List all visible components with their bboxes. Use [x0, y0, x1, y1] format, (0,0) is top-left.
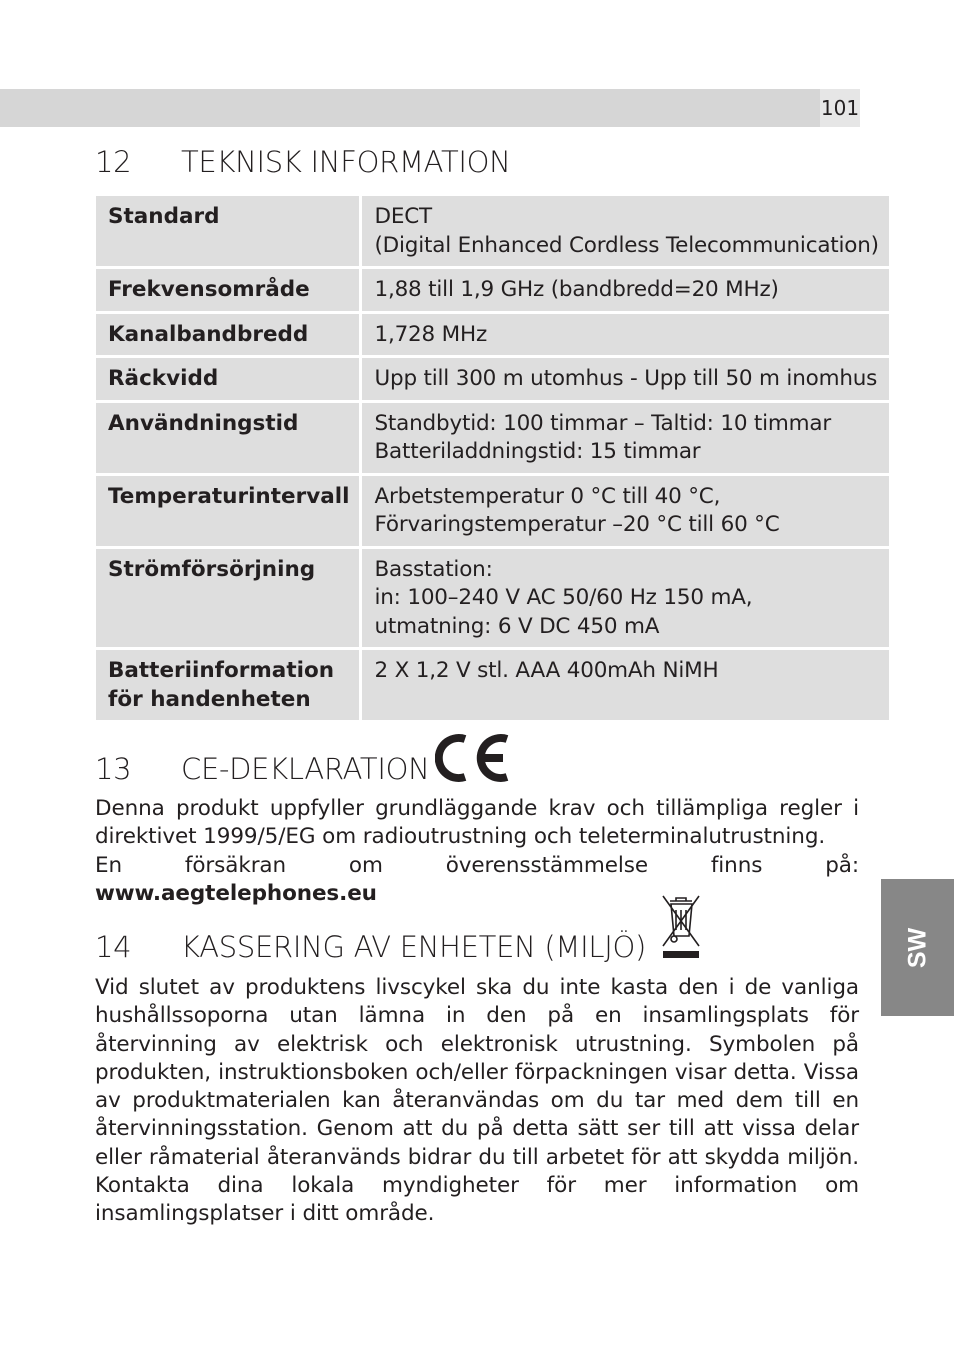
section-12-heading — [95, 145, 511, 179]
spec-label: Användningstid — [96, 403, 362, 476]
ce-declaration-text — [95, 795, 859, 908]
section-number: 14 — [95, 930, 132, 964]
disposal-text: Vid slutet av produktens livscykel ska du inte kasta den i de vanliga hushållssoporna utan lämna in den på en insamlingsplats för återvinning av elektrisk och elektronisk utrustning. Symbolen på produkten, instruktionsboken och/eller förpackningen visar detta. Vissa av produktmaterialen kan återanvändas om du tar med dem till en återvinningsstation. Genom att du på detta sätt ser till att vissa delar eller råmaterial återanvänds bidrar du till arbetet för att skydda miljön. Kontakta dina lokala myndigheter för mer information om insamlingsplatser i ditt område. — [95, 975, 859, 1227]
section-title: TEKNISK INFORMATION — [181, 145, 511, 179]
spec-label: Standard — [96, 196, 362, 269]
spec-value-line: 1,728 MHz — [374, 321, 488, 347]
spec-value — [362, 650, 888, 723]
spec-value-line: in: 100–240 V AC 50/60 Hz 150 mA, — [374, 585, 753, 610]
spec-value-line: Upp till 300 m utomhus - Upp till 50 m inomhus — [374, 366, 878, 391]
website-link[interactable]: www.aegtelephones.eu — [95, 880, 377, 906]
spec-value-line: 1,88 till 1,9 GHz (bandbredd=20 MHz) — [374, 277, 779, 302]
spec-value-line: 2 X 1,2 V stl. AAA 400mAh NiMH — [374, 658, 719, 683]
table-row — [96, 358, 889, 403]
ce-paragraph-2: En försäkran om överensstämmelse finns på: — [95, 852, 859, 878]
spec-value — [362, 196, 888, 269]
section-14-heading — [95, 930, 646, 964]
spec-value-line: Standbytid: 100 timmar – Taltid: 10 timmar — [374, 410, 832, 436]
spec-label: Batteriinformation för handenheten — [96, 650, 362, 723]
spec-value — [362, 403, 888, 476]
spec-table — [96, 196, 889, 723]
section-title: KASSERING AV ENHETEN (MILJÖ) — [181, 930, 647, 964]
table-row — [96, 269, 889, 314]
spec-value-line: utmatning: 6 V DC 450 mA — [374, 613, 660, 639]
language-tab — [881, 879, 954, 1016]
spec-value — [362, 549, 888, 651]
table-row — [96, 403, 889, 476]
spec-value — [362, 358, 888, 403]
spec-label: Räckvidd — [96, 358, 362, 403]
spec-value-line: Basstation: — [374, 556, 493, 582]
crossed-out-wheelie-bin-icon — [660, 893, 702, 959]
page-number: 101 — [820, 89, 860, 127]
ce-paragraph: Denna produkt uppfyller grundläggande krav och tillämpliga regler i direktivet 1999/5/EG om radioutrustning och teleterminalutrustning. — [95, 796, 859, 850]
ce-mark-icon — [435, 731, 515, 785]
table-row — [96, 314, 889, 359]
spec-value-line: Arbetstemperatur 0 °C till 40 °C, — [374, 483, 721, 509]
spec-label: Temperaturintervall — [96, 476, 362, 549]
section-number: 13 — [95, 752, 132, 786]
spec-label: Kanalbandbredd — [96, 314, 362, 359]
spec-value — [362, 314, 888, 359]
table-row — [96, 650, 889, 723]
section-13-heading — [95, 752, 430, 786]
section-title: CE-DEKLARATION — [181, 752, 430, 786]
table-row — [96, 549, 889, 651]
table-row — [96, 476, 889, 549]
spec-value — [362, 269, 888, 314]
spec-value-line: Förvaringstemperatur –20 °C till 60 °C — [374, 512, 780, 537]
spec-value — [362, 476, 888, 549]
spec-label: Frekvensområde — [96, 269, 362, 314]
spec-value-line: DECT — [374, 204, 432, 229]
spec-value-line: (Digital Enhanced Cordless Telecommunication) — [374, 232, 879, 258]
section-number: 12 — [95, 145, 132, 179]
spec-label: Strömförsörjning — [96, 549, 362, 651]
table-row — [96, 196, 889, 269]
spec-value-line: Batteriladdningstid: 15 timmar — [374, 439, 701, 464]
header-bar — [0, 89, 820, 127]
language-label: SW — [903, 927, 931, 968]
